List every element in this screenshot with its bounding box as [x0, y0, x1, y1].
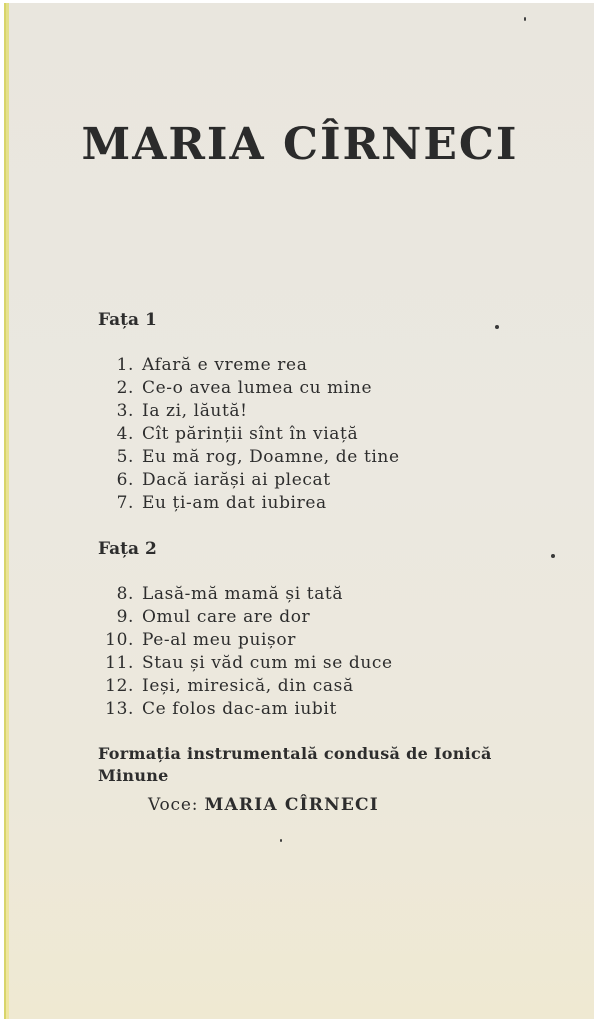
voice-name: MARIA CÎRNECI [204, 795, 379, 815]
track-item [98, 629, 393, 652]
track-number: 9. [116, 607, 134, 627]
track-item [98, 423, 400, 446]
formation-credit [98, 743, 558, 787]
voice-credit [148, 795, 379, 815]
track-item [98, 583, 393, 606]
track-item [98, 446, 400, 469]
track-title: Stau și văd cum mi se duce [142, 653, 393, 673]
side-1-heading: Fața 1 [98, 310, 157, 330]
track-item [98, 675, 393, 698]
track-title: Ia zi, lăută! [142, 401, 248, 421]
track-number: 13. [105, 699, 134, 719]
track-item [98, 400, 400, 423]
track-item [98, 606, 393, 629]
side-1-tracklist [98, 354, 400, 515]
track-item [98, 469, 400, 492]
track-item [98, 652, 393, 675]
track-title: Dacă iarăși ai plecat [142, 470, 331, 490]
side-2-tracklist [98, 583, 393, 721]
track-title: Afară e vreme rea [142, 355, 308, 375]
track-number: 11. [105, 653, 134, 673]
cassette-insert [4, 3, 594, 1019]
track-item [98, 492, 400, 515]
track-number: 7. [116, 493, 134, 513]
speck-mark [495, 325, 499, 329]
speck-mark [280, 839, 282, 842]
artist-title: MARIA CÎRNECI [81, 119, 519, 170]
track-title: Lasă-mă mamă și tată [142, 584, 344, 604]
track-title: Ce-o avea lumea cu mine [142, 378, 373, 398]
formation-text: Formația instrumentală condusă de [98, 744, 429, 763]
track-title: Eu mă rog, Doamne, de tine [142, 447, 400, 467]
track-title: Eu ți-am dat iubirea [142, 493, 327, 513]
track-number: 3. [116, 401, 134, 421]
track-item [98, 354, 400, 377]
track-number: 1. [116, 355, 134, 375]
track-item [98, 377, 400, 400]
track-item [98, 698, 393, 721]
speck-mark [551, 554, 555, 558]
track-title: Pe-al meu puișor [142, 630, 296, 650]
voice-label: Voce: [148, 795, 199, 815]
track-number: 4. [116, 424, 134, 444]
track-number: 6. [116, 470, 134, 490]
track-number: 5. [116, 447, 134, 467]
track-number: 12. [105, 676, 134, 696]
side-2-heading: Fața 2 [98, 539, 157, 559]
track-number: 8. [116, 584, 134, 604]
track-number: 2. [116, 378, 134, 398]
track-title: Cît părinții sînt în viață [142, 424, 359, 444]
formation-leader: Ionică Minune [98, 744, 492, 785]
track-title: Ieși, miresică, din casă [142, 676, 354, 696]
track-title: Ce folos dac-am iubit [142, 699, 337, 719]
track-number: 10. [105, 630, 134, 650]
track-title: Omul care are dor [142, 607, 311, 627]
speck-mark [524, 17, 526, 21]
